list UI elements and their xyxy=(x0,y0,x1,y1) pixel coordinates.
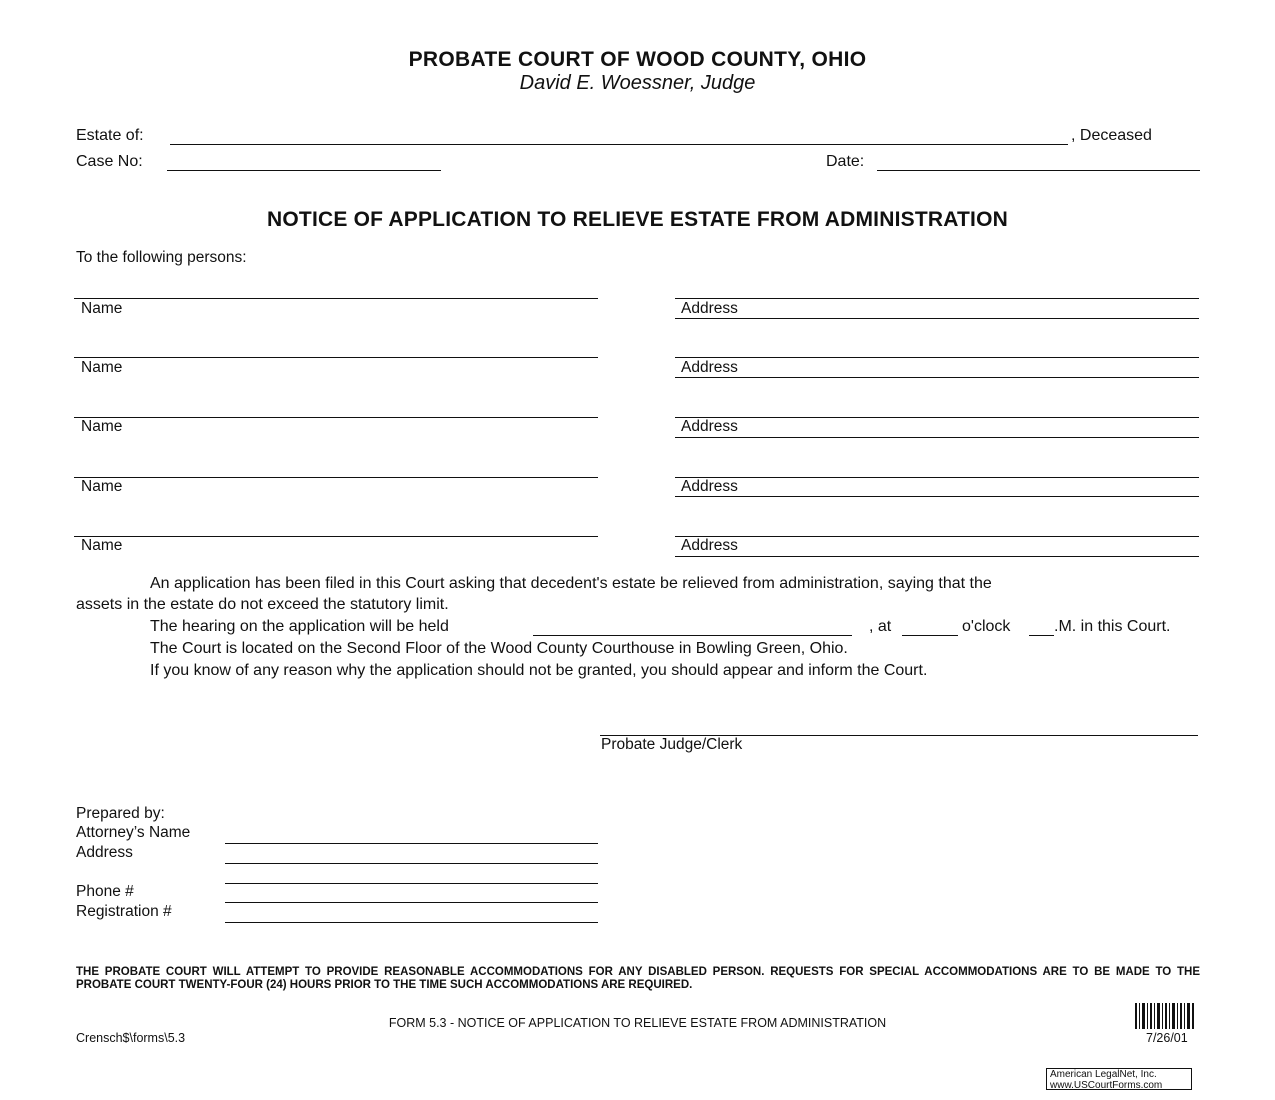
address-line[interactable] xyxy=(675,298,1199,299)
hearing-hour-field[interactable] xyxy=(902,620,958,636)
hearing-suffix: .M. in this Court. xyxy=(1054,618,1171,635)
intro-text: To the following persons: xyxy=(76,249,247,266)
judge-line: David E. Woessner, Judge xyxy=(519,72,756,94)
seller-box xyxy=(1046,1068,1192,1090)
address-line[interactable] xyxy=(675,357,1199,358)
hearing-at-label: , at xyxy=(869,618,892,635)
attorney-name-field[interactable] xyxy=(225,843,598,844)
name-line[interactable] xyxy=(74,298,598,299)
name-label: Name xyxy=(81,537,123,554)
hearing-ampm-field[interactable] xyxy=(1029,620,1054,636)
address-label: Address xyxy=(681,418,738,435)
address-line-2[interactable] xyxy=(675,556,1199,557)
prepared-by-heading: Prepared by: xyxy=(76,805,165,822)
case-no-label: Case No: xyxy=(76,153,143,170)
phone-label: Phone # xyxy=(76,883,134,900)
preparer-address-field[interactable] xyxy=(225,863,598,864)
date-label: Date: xyxy=(826,153,865,170)
name-label: Name xyxy=(81,418,123,435)
address-label: Address xyxy=(681,537,738,554)
signature-label: Probate Judge/Clerk xyxy=(601,736,743,753)
date-field[interactable] xyxy=(877,154,1200,171)
address-label: Address xyxy=(681,300,738,317)
preparer-address-label: Address xyxy=(76,844,133,861)
address-line-2[interactable] xyxy=(675,377,1199,378)
address-line-2[interactable] xyxy=(675,437,1199,438)
hearing-oclock-label: o'clock xyxy=(962,618,1011,635)
notice-title: NOTICE OF APPLICATION TO RELIEVE ESTATE FROM ADMINISTRATION xyxy=(267,208,1008,231)
deceased-label: , Deceased xyxy=(1071,127,1152,144)
seller-website: www.USCourtForms.com xyxy=(1050,1079,1163,1091)
name-label: Name xyxy=(81,359,123,376)
name-label: Name xyxy=(81,478,123,495)
barcode-icon xyxy=(1135,1003,1195,1029)
registration-field[interactable] xyxy=(225,922,598,923)
form-title-footer: FORM 5.3 - NOTICE OF APPLICATION TO RELIEVE ESTATE FROM ADMINISTRATION xyxy=(388,1016,887,1030)
seller-name: American LegalNet, Inc. xyxy=(1050,1069,1157,1080)
address-line[interactable] xyxy=(675,536,1199,537)
preparer-address-field-2[interactable] xyxy=(225,883,598,884)
court-title: PROBATE COURT OF WOOD COUNTY, OHIO xyxy=(408,48,867,71)
address-line-2[interactable] xyxy=(675,318,1199,319)
name-line[interactable] xyxy=(74,417,598,418)
case-no-field[interactable] xyxy=(167,154,441,171)
estate-label: Estate of: xyxy=(76,127,144,144)
objection-text: If you know of any reason why the application should not be granted, you should appear and inform the Court. xyxy=(150,662,928,679)
hearing-prefix: The hearing on the application will be held xyxy=(150,618,449,635)
file-path: Crensch$\forms\5.3 xyxy=(76,1031,186,1045)
address-line[interactable] xyxy=(675,417,1199,418)
hearing-date-field[interactable] xyxy=(533,620,852,636)
attorney-name-label: Attorney’s Name xyxy=(76,824,191,841)
estate-name-field[interactable] xyxy=(170,128,1068,145)
application-paragraph-line1: An application has been filed in this Court asking that decedent's estate be relieved from administration, saying that the xyxy=(150,575,992,592)
name-line[interactable] xyxy=(74,536,598,537)
address-label: Address xyxy=(681,359,738,376)
name-line[interactable] xyxy=(74,357,598,358)
court-location-text: The Court is located on the Second Floor of the Wood County Courthouse in Bowling Green, Ohio. xyxy=(150,640,848,657)
address-label: Address xyxy=(681,478,738,495)
name-label: Name xyxy=(81,300,123,317)
application-paragraph-line2: assets in the estate do not exceed the statutory limit. xyxy=(76,596,449,613)
name-line[interactable] xyxy=(74,477,598,478)
accommodations-notice: THE PROBATE COURT WILL ATTEMPT TO PROVIDE REASONABLE ACCOMMODATIONS FOR ANY DISABLED PERSON. REQUESTS FOR SPECIAL ACCOMMODATIONS ARE TO BE MADE TO THE PROBATE COURT TWENTY-FOUR (24) HOURS PRIOR TO THE TIME SUCH ACCOMMODATIONS ARE REQUIRED. xyxy=(76,966,1200,991)
registration-label: Registration # xyxy=(76,903,172,920)
revision-date: 7/26/01 xyxy=(1146,1031,1188,1045)
address-line-2[interactable] xyxy=(675,496,1199,497)
address-line[interactable] xyxy=(675,477,1199,478)
phone-field[interactable] xyxy=(225,902,598,903)
